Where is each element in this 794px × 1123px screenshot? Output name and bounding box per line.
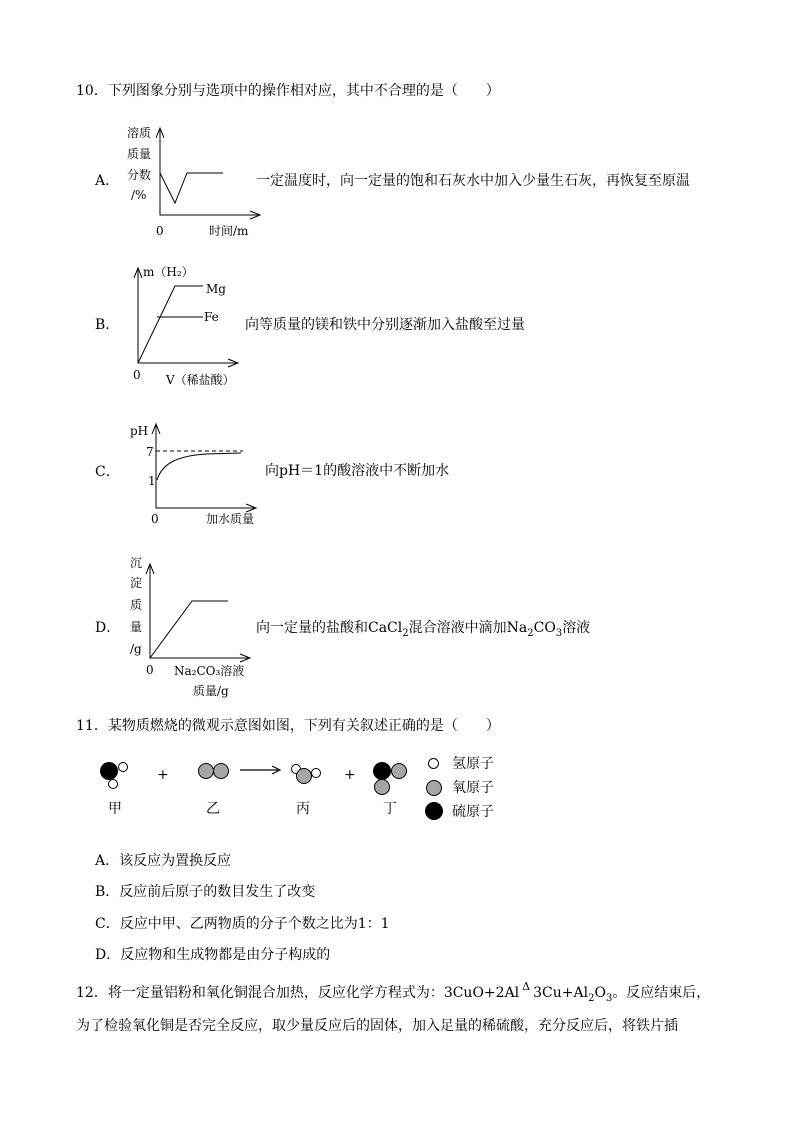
q12-line-1: 12．将一定量铝粉和氧化铜混合加热，反应化学方程式为：3CuO+2Al $^\Delta$ $3Cu+Al_2O_3$。反应结束后， bbox=[76, 980, 711, 1004]
q10-d-graph bbox=[140, 558, 260, 662]
q10-b-letter: B． bbox=[95, 317, 120, 333]
q10-b-graph bbox=[128, 262, 248, 367]
q10-a-text: 一定温度时，向一定量的饱和石灰水中加入少量生石灰，再恢复至原温 bbox=[256, 173, 690, 189]
oxygen-atom-icon bbox=[296, 768, 312, 784]
q10-a-origin: 0 bbox=[156, 224, 164, 238]
q10-d-text: 向一定量的盐酸和CaCl$_2$混合溶液中滴加$Na_2CO_3$溶液 bbox=[256, 620, 591, 639]
q10-c-tick-1: 1 bbox=[148, 474, 156, 488]
q10-b-mg-line bbox=[138, 286, 203, 363]
q10-c-origin: 0 bbox=[151, 512, 159, 526]
q10-d-curve bbox=[150, 601, 228, 658]
q10-c-tick-7: 7 bbox=[146, 445, 154, 459]
q10-b-ylabel: m（H₂） bbox=[143, 265, 194, 279]
q10-c-text: 向pH＝1的酸溶液中不断加水 bbox=[265, 463, 450, 479]
legend-oxygen-icon bbox=[426, 780, 442, 796]
molecule-name-bing: 丙 bbox=[296, 801, 310, 817]
q10-a-ylabel-3: 分数 bbox=[127, 168, 152, 182]
q12-line-2: 为了检验氧化铜是否完全反应，取少量反应后的固体，加入足量的稀硫酸，充分反应后，将铁片插 bbox=[76, 1018, 678, 1034]
q10-c-xlabel: 加水质量 bbox=[206, 512, 255, 526]
q10-b-series-fe: Fe bbox=[204, 310, 219, 324]
molecule-name-jia: 甲 bbox=[108, 801, 122, 817]
q10-a-curve bbox=[160, 173, 223, 203]
q10-c-axes bbox=[156, 426, 254, 508]
q10-b-series-mg: Mg bbox=[206, 282, 226, 296]
q10-b-text: 向等质量的镁和铁中分别逐渐加入盐酸至过量 bbox=[245, 317, 525, 333]
q10-d-ylabel-2: 淀 bbox=[130, 576, 143, 590]
q10-d-axes bbox=[150, 566, 248, 658]
oxygen-atom-icon bbox=[213, 763, 229, 779]
reaction-arrow-icon bbox=[240, 765, 282, 775]
q10-d-xlabel-1: Na₂CO₃溶液 bbox=[174, 664, 245, 678]
q11-option-d: D．反应物和生成物都是由分子构成的 bbox=[95, 947, 331, 963]
q10-b-xlabel: V（稀盐酸） bbox=[166, 373, 235, 387]
q10-d-letter: D． bbox=[95, 620, 121, 636]
legend-sulfur-icon bbox=[425, 802, 443, 820]
q11-option-c: C．反应中甲、乙两物质的分子个数之比为1：1 bbox=[95, 916, 390, 932]
q11-option-a: A．该反应为置换反应 bbox=[95, 853, 232, 869]
q10-d-ylabel-1: 沉 bbox=[130, 556, 143, 570]
molecule-name-ding: 丁 bbox=[383, 801, 397, 817]
q10-d-xlabel-2: 质量/g bbox=[193, 684, 229, 698]
q10-d-origin: 0 bbox=[146, 663, 154, 677]
q10-c-curve bbox=[157, 453, 241, 480]
q10-c-letter: C． bbox=[95, 464, 120, 480]
molecule-name-yi: 乙 bbox=[206, 801, 220, 817]
q10-stem: 10．下列图象分别与选项中的操作相对应，其中不合理的是（ ） bbox=[76, 83, 500, 99]
q10-c-graph bbox=[146, 418, 256, 510]
legend-hydrogen-icon bbox=[428, 758, 439, 769]
legend-hydrogen-label: 氢原子 bbox=[452, 756, 494, 772]
q11-option-b: B．反应前后原子的数目发生了改变 bbox=[95, 884, 316, 900]
hydrogen-atom-icon bbox=[311, 768, 321, 778]
legend-sulfur-label: 硫原子 bbox=[452, 804, 494, 820]
q11-stem: 11．某物质燃烧的微观示意图如图，下列有关叙述正确的是（ ） bbox=[76, 718, 500, 734]
q10-d-ylabel-5: /g bbox=[130, 642, 142, 656]
plus-sign-2: + bbox=[344, 767, 356, 783]
oxygen-atom-icon bbox=[374, 779, 390, 795]
q10-a-ylabel-1: 溶质 bbox=[127, 126, 152, 140]
legend-oxygen-label: 氧原子 bbox=[452, 780, 494, 796]
sulfur-atom-icon bbox=[100, 762, 118, 780]
q10-c-ylabel: pH bbox=[130, 424, 149, 438]
oxygen-atom-icon bbox=[198, 763, 214, 779]
q10-b-origin: 0 bbox=[133, 368, 141, 382]
plus-sign-1: + bbox=[157, 767, 169, 783]
q10-a-xlabel: 时间/m bbox=[209, 224, 249, 238]
q10-a-letter: A． bbox=[95, 173, 120, 189]
sulfur-atom-icon bbox=[373, 762, 391, 780]
q10-a-graph bbox=[150, 120, 260, 220]
hydrogen-atom-icon bbox=[108, 779, 118, 789]
q10-d-ylabel-4: 量 bbox=[130, 620, 143, 634]
q10-d-ylabel-3: 质 bbox=[130, 598, 143, 612]
oxygen-atom-icon bbox=[391, 763, 407, 779]
hydrogen-atom-icon bbox=[118, 762, 128, 772]
q10-a-ylabel-2: 质量 bbox=[127, 147, 152, 161]
q10-a-ylabel-4: /% bbox=[131, 188, 147, 202]
